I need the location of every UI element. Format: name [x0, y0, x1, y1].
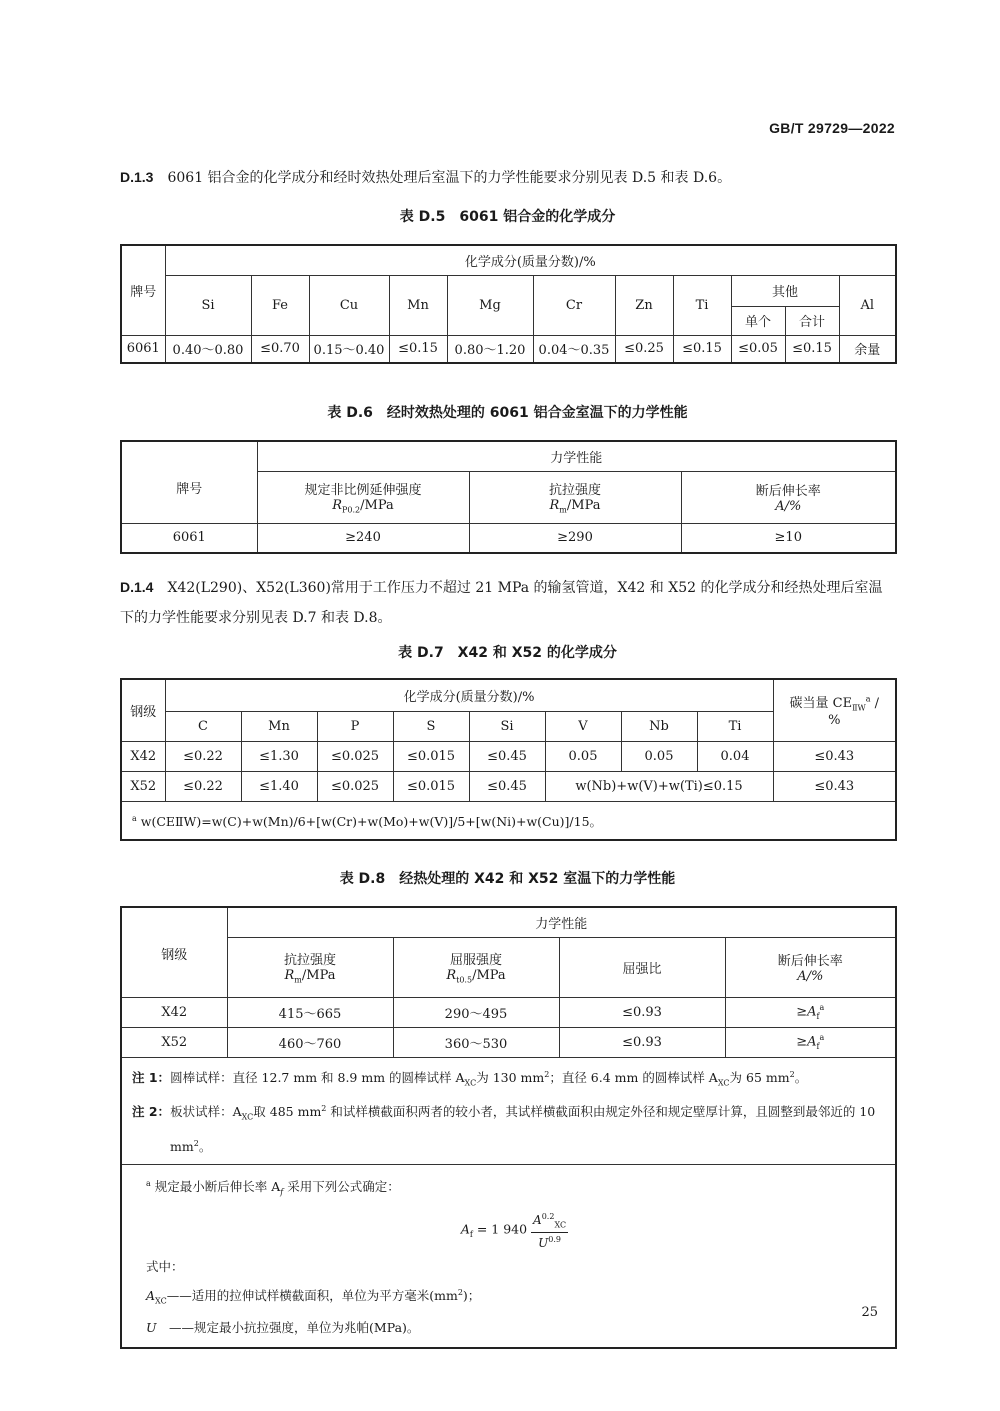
cell: 0.04～0.35: [533, 335, 615, 363]
cell: ≤0.025: [317, 771, 393, 801]
cell: ≤0.43: [773, 741, 896, 771]
cell: ≤1.30: [241, 741, 317, 771]
t5-grade-header: 牌号: [121, 245, 165, 335]
unit: $R_{P0.2}$/MPa: [332, 498, 394, 515]
t6-grade-header: 牌号: [121, 441, 257, 523]
cell: ≤0.93: [559, 997, 725, 1027]
t5-col-mn: Mn: [389, 275, 447, 335]
note-1: 注 1：圆棒试样：直径 12.7 mm 和 8.9 mm 的圆棒试样 $A_{XC}$为 130 $mm^2$；直径 6.4 mm 的圆棒试样 $A_{XC}$为 65 $mm^2$。: [132, 1069, 808, 1088]
cell: 0.15～0.40: [309, 335, 389, 363]
cell: X52: [121, 771, 165, 801]
cell: ≤0.015: [393, 741, 469, 771]
where-label: 式中：: [146, 1259, 184, 1275]
t8-col-elong: 断后伸长率 A/%: [725, 937, 896, 997]
t5-col-zn: Zn: [615, 275, 673, 335]
cell: X42: [121, 741, 165, 771]
t5-col-ti: Ti: [673, 275, 731, 335]
t5-total: 合计: [785, 306, 839, 335]
cell: ≤0.93: [559, 1027, 725, 1057]
cell: ≤0.015: [393, 771, 469, 801]
cell: 290～495: [393, 997, 559, 1027]
cell: 360～530: [393, 1027, 559, 1057]
cell: ≤0.43: [773, 771, 896, 801]
t6-group-header: 力学性能: [257, 441, 896, 471]
t5-group-header: 化学成分(质量分数)/%: [165, 245, 896, 275]
t7-group-header: 化学成分(质量分数)/%: [165, 679, 773, 711]
table-d5: [120, 244, 897, 364]
t5-col-fe: Fe: [251, 275, 309, 335]
note-2: 注 2：板状试样：$A_{XC}$取 485 $mm^2$ 和试样横截面积两者的较小者，其试样横截面积由规定外径和规定壁厚计算，且圆整到最邻近的 10 $mm^2$。: [132, 1104, 876, 1154]
t5-other-header: 其他: [731, 275, 839, 306]
t8-grade-header: 钢级: [121, 907, 227, 997]
t5-col-al: Al: [839, 275, 896, 335]
cell: 415～665: [227, 997, 393, 1027]
page-number: 25: [861, 1305, 878, 1320]
cell: ≤1.40: [241, 771, 317, 801]
label: 断后伸长率: [755, 484, 821, 499]
t6-col-elong: [681, 471, 896, 523]
label: 抗拉强度: [548, 483, 601, 499]
table-d8-caption: 表 D.8 经热处理的 X42 和 X52 室温下的力学性能: [339, 871, 676, 887]
cell: ≤0.15: [785, 335, 839, 363]
cell: $\ge A_f^a$: [725, 997, 896, 1027]
table-d6-caption: 表 D.6 经时效热处理的 6061 铝合金室温下的力学性能: [327, 405, 688, 421]
standard-number: GB/T 29729—2022: [769, 120, 895, 136]
cell: ≥240: [257, 523, 469, 553]
cell: X52: [121, 1027, 227, 1057]
t7-footnote: $^a$ w(CEⅡW)=w(C)+w(Mn)/6+[w(Cr)+w(Mo)+w(V)]/5+[w(Ni)+w(Cu)]/15。: [121, 801, 896, 840]
table-d7-caption: 表 D.7 X42 和 X52 的化学成分: [398, 645, 617, 661]
cell: 0.80～1.20: [447, 335, 533, 363]
cell: 0.05: [545, 741, 621, 771]
table-d8: [120, 906, 897, 1349]
t7-col-si: Si: [469, 711, 545, 741]
formula: $A_f = 1$ 940 $\frac{A^{0.2}_{XC}}{U^{0.9}}$: [460, 1211, 567, 1251]
cell: 0.05: [621, 741, 697, 771]
cell: ≤0.45: [469, 741, 545, 771]
table-d6: [120, 440, 897, 554]
clause-text: 6061 铝合金的化学成分和经时效热处理后室温下的力学性能要求分别见表 D.5 和表 D.6。: [167, 170, 732, 186]
t8-notes: [121, 1057, 896, 1164]
t6-col-proof: [257, 471, 469, 523]
definition-axc: $A_{XC}——$适用的拉伸试样横截面积，单位为平方毫米$(mm^2)$；: [146, 1288, 481, 1306]
cell: ≤0.15: [673, 335, 731, 363]
cell: $\ge A_f^a$: [725, 1027, 896, 1057]
table-d7: [120, 678, 897, 841]
cell: X42: [121, 997, 227, 1027]
t5-col-mg: Mg: [447, 275, 533, 335]
t5-single: 单个: [731, 306, 785, 335]
unit: A/%: [775, 499, 802, 514]
t6-col-tensile: [469, 471, 681, 523]
table-row: [121, 741, 896, 771]
t7-col-c: C: [165, 711, 241, 741]
t8-col-tensile: 抗拉强度 $R_m$/MPa: [227, 937, 393, 997]
t7-col-ti: Ti: [697, 711, 773, 741]
t7-grade-header: 钢级: [121, 679, 165, 741]
table-row: [121, 771, 896, 801]
cell: ≤0.45: [469, 771, 545, 801]
cell: 0.04: [697, 741, 773, 771]
definition-u: U ——规定最小抗拉强度，单位为兆帕(MPa)。: [146, 1319, 420, 1335]
table-row: [121, 1027, 896, 1057]
table-d5-caption: 表 D.5 6061 铝合金的化学成分: [399, 209, 616, 225]
cell: 0.40～0.80: [165, 335, 251, 363]
cell: ≤0.25: [615, 335, 673, 363]
label: 规定非比例延伸强度: [304, 483, 422, 499]
clause-text: X42(L290)、X52(L360)常用于工作压力不超过 21 MPa 的输氢管道，X42 和 X52 的化学成分和经热处理后室温下的力学性能要求分别见表 D.7 和表 D.8。: [120, 580, 883, 626]
t7-ce-header: 碳当量 $CE_{ⅡW}^a$ / %: [773, 679, 896, 741]
t8-group-header: 力学性能: [227, 907, 896, 937]
t5-col-si: Si: [165, 275, 251, 335]
clause-d14: [120, 572, 895, 633]
table-row: [121, 523, 896, 553]
t8-footnote: [121, 1164, 896, 1347]
cell: 余量: [839, 335, 896, 363]
cell: 6061: [121, 335, 165, 363]
clause-number: D.1.3: [120, 169, 154, 185]
cell: ≤0.22: [165, 771, 241, 801]
t7-col-v: V: [545, 711, 621, 741]
t7-col-mn: Mn: [241, 711, 317, 741]
cell: ≤0.22: [165, 741, 241, 771]
t7-col-p: P: [317, 711, 393, 741]
t8-col-yield: 屈服强度 $R_{t0.5}$/MPa: [393, 937, 559, 997]
clause-d13: [120, 162, 895, 193]
cell: 460～760: [227, 1027, 393, 1057]
table-row: [121, 997, 896, 1027]
formula-fraction: $\frac{A^{0.2}_{XC}}{U^{0.9}}$: [533, 1211, 567, 1251]
cell: ≤0.70: [251, 335, 309, 363]
table-row: [121, 335, 896, 363]
t5-col-cu: Cu: [309, 275, 389, 335]
cell: ≤0.05: [731, 335, 785, 363]
cell: w(Nb)+w(V)+w(Ti)≤0.15: [545, 771, 773, 801]
cell: ≤0.025: [317, 741, 393, 771]
footnote-line: $^a$ 规定最小断后伸长率 $A_f$ 采用下列公式确定：: [146, 1178, 400, 1197]
cell: ≥10: [681, 523, 896, 553]
unit: $R_m$/MPa: [549, 498, 601, 515]
clause-number: D.1.4: [120, 579, 154, 595]
cell: ≤0.15: [389, 335, 447, 363]
cell: ≥290: [469, 523, 681, 553]
t5-col-cr: Cr: [533, 275, 615, 335]
cell: 6061: [121, 523, 257, 553]
t7-col-nb: Nb: [621, 711, 697, 741]
t7-col-s: S: [393, 711, 469, 741]
t8-col-ratio: 屈强比: [559, 937, 725, 997]
